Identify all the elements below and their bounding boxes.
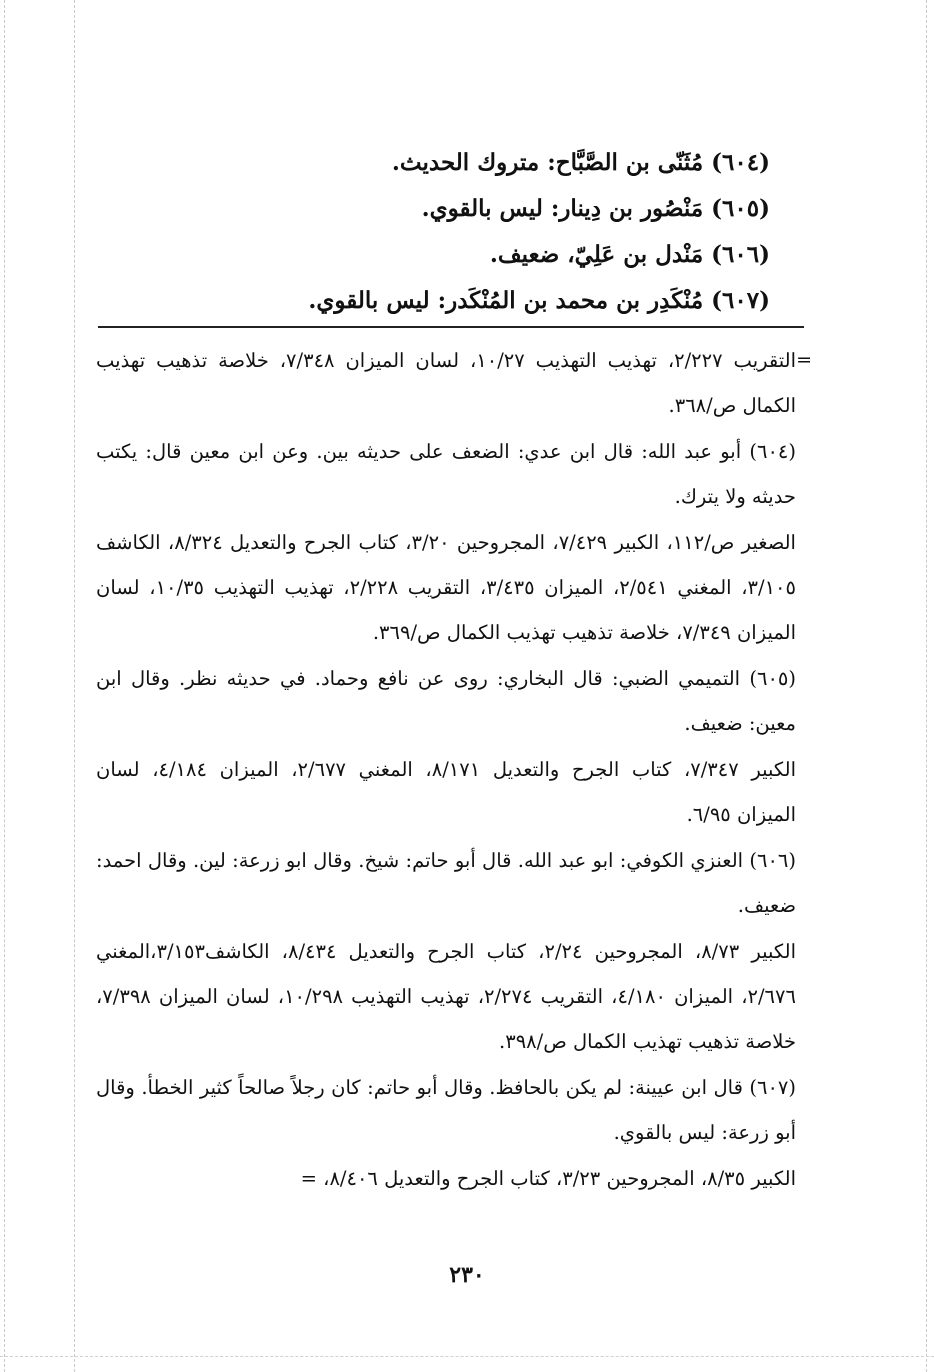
footnote-605-refs: الكبير ٧/٣٤٧، كتاب الجرح والتعديل ٨/١٧١، المغني ٢/٦٧٧، الميزان ٤/١٨٤، لسان الميزان ٦/٩٥.	[96, 758, 796, 826]
main-entry-607: (٦٠٧) مُنْكَدِر بن محمد بن المُنْكَدر: ليس بالقوي.	[308, 287, 770, 314]
scan-edge-bottom	[0, 1356, 934, 1357]
footnote-continuation	[96, 338, 812, 428]
footnote-606-refs: الكبير ٨/٧٣، المجروحين ٢/٢٤، كتاب الجرح والتعديل ٨/٤٣٤، الكاشف٣/١٥٣،المغني ٢/٦٧٦، الميزان ٤/١٨٠، التقريب ٢/٢٧٤، تهذيب التهذيب ١٠/٢٩٨، لسان الميزان ٧/٣٩٨، خلاصة تذهيب تهذيب الكمال ص/٣٩٨.	[96, 940, 796, 1053]
footnote-separator	[98, 326, 804, 328]
main-entry-606: (٦٠٦) مَنْدل بن عَلِيّ، ضعيف.	[489, 241, 770, 268]
footnote-continuation-text: التقريب ٢/٢٢٧، تهذيب التهذيب ١٠/٢٧، لسان الميزان ٧/٣٤٨، خلاصة تذهيب تهذيب الكمال ص/٣٦٨.	[96, 349, 796, 417]
footnotes	[96, 338, 812, 1202]
footnote-606-bio: (٦٠٦) العنزي الكوفي: ابو عبد الله. قال أبو حاتم: شيخ. وقال ابو زرعة: لين. وقال احمد: ضعيف.	[96, 849, 796, 917]
main-entries	[240, 140, 770, 324]
footnote-605-bio: (٦٠٥) التميمي الضبي: قال البخاري: روى عن نافع وحماد. في حديثه نظر. وقال ابن معين: ضعيف.	[96, 667, 796, 735]
footnote-604-bio: (٦٠٤) أبو عبد الله: قال ابن عدي: الضعف على حديثه بين. وعن ابن معين قال: يكتب حديثه ولا يترك.	[96, 440, 796, 508]
scan-edge-right	[926, 0, 927, 1372]
scan-edge-left	[4, 0, 5, 1372]
page-number: ٢٣٠	[449, 1262, 485, 1288]
main-entry-605: (٦٠٥) مَنْصُور بن دِينار: ليس بالقوي.	[421, 195, 770, 222]
scan-edge-inner-left	[74, 0, 75, 1372]
footnote-607-bio: (٦٠٧) قال ابن عيينة: لم يكن بالحافظ. وقال أبو حاتم: كان رجلاً صالحاً كثير الخطأ. وقال أبو زرعة: ليس بالقوي.	[96, 1076, 796, 1144]
main-entry-604: (٦٠٤) مُثَنّى بن الصَّبَّاح: متروك الحديث.	[391, 149, 770, 176]
footnote-604-refs: الصغير ص/١١٢، الكبير ٧/٤٢٩، المجروحين ٣/٢٠، كتاب الجرح والتعديل ٨/٣٢٤، الكاشف ٣/١٠٥، المغني ٢/٥٤١، الميزان ٣/٤٣٥، التقريب ٢/٢٢٨، تهذيب التهذيب ١٠/٣٥، لسان الميزان ٧/٣٤٩، خلاصة تذهيب تهذيب الكمال ص/٣٦٩.	[96, 531, 796, 644]
footnote-marker: =	[796, 349, 812, 371]
footnote-607-refs: الكبير ٨/٣٥، المجروحين ٣/٢٣، كتاب الجرح والتعديل ٨/٤٠٦، =	[300, 1167, 796, 1190]
